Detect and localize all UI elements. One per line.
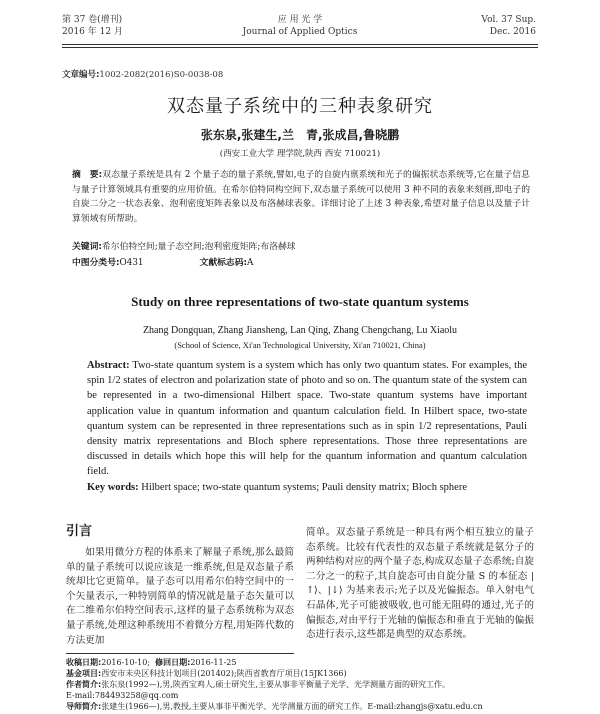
english-authors: Zhang Dongquan, Zhang Jiansheng, Lan Qing, Zhang Chengchang, Lu Xiaolu: [142, 325, 458, 336]
date-cn: 2016 年 12 月: [62, 27, 123, 37]
received-date: 2016-10-10;: [101, 658, 151, 667]
section-heading-intro: 引言: [66, 524, 93, 539]
chinese-keywords-label: 关键词:: [72, 242, 102, 252]
doc-code-value: A: [247, 258, 254, 268]
footnote-author: [66, 679, 536, 690]
english-keywords: [87, 482, 527, 493]
classification-line: [72, 255, 530, 268]
chinese-affiliation: (西安工业大学 理学院,陕西 西安 710021): [219, 149, 381, 159]
author-bio-label: 作者简介:: [66, 680, 102, 689]
revised-date: 2016-11-25: [190, 658, 237, 667]
intro-paragraph-left: 如果用微分方程的体系来了解量子系统,那么最简单的量子系统可以说应该是一维系统,但是双态量子系统却比它更简单。量子态可以用希尔伯特空间中的一个矢量表示,一种特别简单的情况就是量子态矢量可以在二维希尔伯特空间表示,这样的量子态系统称为双态量子系统,处理这种系统用不着微分方程,用矩阵代数的方法更加: [66, 547, 294, 646]
english-abstract-text: Two-state quantum system is a system which has only two quantum states. For examples, the spin 1/2 states of electron and polarization state of photo and so on. The quantum state of the system can be represented in a two-dimensional Hilbert space. Two-state quantum systems have important application value in quantum information and quantum calculation field. In Hilbert space, two-state quantum system can be represented in three representations such as in spin 1/2 representations, Pauli density matrix representations and Bloch sphere representations. Those three representations are discussed in details which hope this will help for the quantum information and quantum calculation field.: [87, 360, 527, 478]
english-abstract: [87, 358, 527, 480]
header-rule-thin: [62, 47, 538, 48]
doc-code-label: 文献标志码:: [199, 258, 248, 268]
article-number-value: 1002-2082(2016)S0-0038-08: [99, 70, 224, 80]
chinese-keywords-text: 希尔伯特空间;量子态空间;泡利密度矩阵;布洛赫球: [101, 242, 296, 252]
journal-cn: 应 用 光 学: [277, 15, 323, 25]
header-rule: [62, 44, 538, 45]
footnote-fund: [66, 668, 536, 679]
date-en: Dec. 2016: [489, 27, 536, 37]
english-affiliation: (School of Science, Xi'an Technological University, Xi'an 710021, China): [174, 340, 426, 350]
footnote-tutor: [66, 701, 536, 712]
clc-value: O431: [119, 258, 144, 268]
intro-column-left: [66, 546, 294, 648]
chinese-authors: 张东泉,张建生,兰 青,张成昌,鲁晓鹏: [200, 128, 400, 142]
chinese-abstract-text: 双态量子系统是具有 2 个量子态的量子系统,譬如,电子的自旋内禀系统和光子的偏振状态系统等,它在量子信息与量子计算领域具有重要的应用价值。在希尔伯特同构空间下,双态量子系统可以使用 3 种不同的表象来刻画,即电子的自旋二分之一状态表象、泡利密度矩阵表象以及布洛赫球表象。详细讨论了上述 3 种表象,希望对量子信息以及量子计算领域有所帮助。: [72, 170, 530, 224]
english-abstract-label: Abstract:: [87, 360, 130, 371]
volume-en: Vol. 37 Sup.: [481, 15, 536, 25]
email-value: 784493258@qq.com: [94, 691, 179, 700]
intro-paragraph-right: 简单。双态量子系统是一种具有两个相互独立的量子态系统。比较有代表性的双态量子系统就是氨分子的两种结构对应的两个量子态,构成双态量子态系统;自旋二分之一的粒子,其自旋态可由自旋分量 S 的本征态 |↑⟩、|↓⟩ 为基来表示;光子以及光偏振态。单入射电气石晶体,光子可能被吸收,也可能无阻碍的通过,光子的偏振态,对由平行于光轴的偏振态和垂直于光轴的偏振态进行表示,这些都是典型的双态系统。: [306, 527, 534, 641]
article-number: [62, 68, 223, 80]
volume-cn: 第 37 卷(增刊): [62, 15, 123, 25]
chinese-abstract: [72, 168, 530, 226]
tutor-text: 张建生(1966—),男,教授,主要从事非平衡光学、光学测量方面的研究工作。E-mail:zhangjs@xatu.edu.cn: [101, 702, 483, 711]
journal-en: Journal of Applied Optics: [242, 27, 358, 37]
chinese-title: 双态量子系统中的三种表象研究: [167, 96, 433, 117]
chinese-keywords: [72, 240, 530, 254]
intro-column-right: [306, 526, 534, 643]
fund-text: 西安市未央区科技计划项目(201402);陕西省教育厅项目(15JK1366): [101, 669, 347, 678]
english-keywords-label: Key words:: [87, 482, 139, 493]
tutor-label: 导师简介:: [66, 702, 102, 711]
email-label: E-mail:: [66, 691, 95, 700]
footnote-dates: [66, 657, 536, 668]
received-label: 收稿日期:: [66, 658, 102, 667]
footnote-email: [66, 690, 536, 701]
header-right: [481, 14, 536, 38]
revised-label: 修回日期:: [155, 658, 191, 667]
article-number-label: 文章编号:: [62, 70, 100, 80]
chinese-abstract-label: 摘 要:: [72, 170, 103, 180]
fund-label: 基金项目:: [66, 669, 102, 678]
clc-label: 中图分类号:: [72, 258, 120, 268]
english-keywords-text: Hilbert space; two-state quantum systems; Pauli density matrix; Bloch sphere: [141, 482, 467, 493]
footnote-rule: [66, 653, 294, 654]
author-bio-text: 张东泉(1992—),男,陕西宝鸡人,硕士研究生,主要从事非平衡量子光学、光学测量方面的研究工作。: [101, 680, 450, 689]
english-title: Study on three representations of two-state quantum systems: [131, 294, 469, 309]
